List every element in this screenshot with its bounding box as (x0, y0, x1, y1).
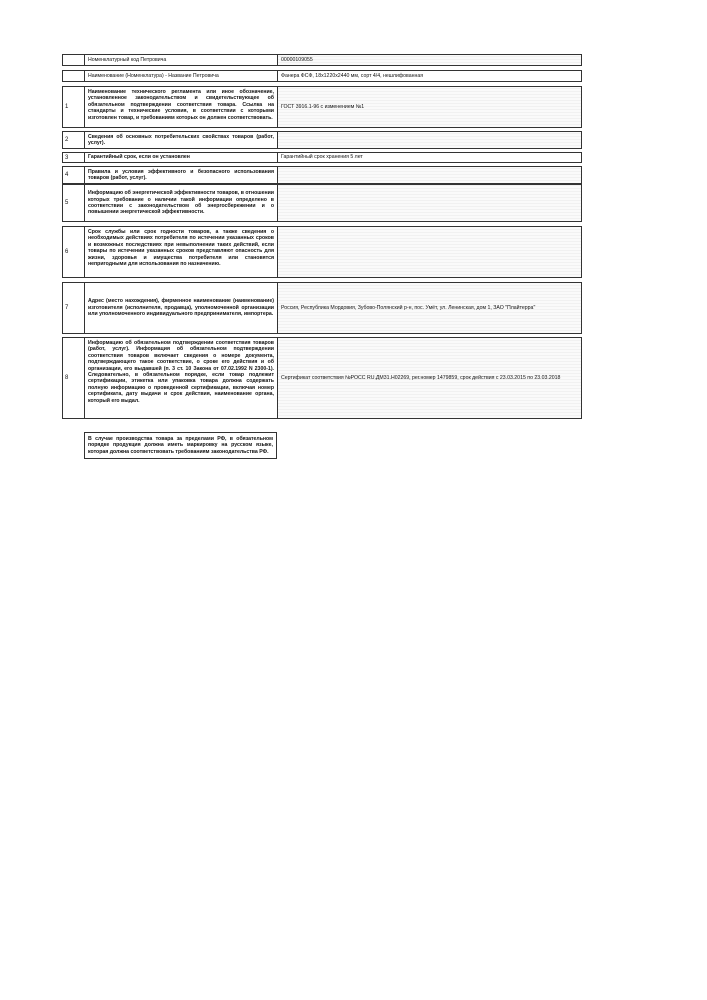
row-label: Сведения об основных потребительских свойствах товаров (работ, услуг). (85, 132, 278, 148)
table-row-nomenclature-name (62, 70, 582, 82)
row-value: Сертификат соответствия №РОСС RU.ДМ31.Н02269, рег.номер 1479859, срок действия с 23.03.2015 по 23.03.2018 (278, 338, 581, 418)
row-value: 00000109055 (278, 55, 581, 65)
row-value: ГОСТ 3916.1-96 с изменением №1 (278, 87, 581, 127)
row-label: Наименование технического регламента или иное обозначение, установленное законодательством и свидетельствующее об обязательном подтверждении соответствия товара. Ссылка на стандарты и технические условия, в соответствии с которыми изготовлен товар, и требованиям которых он должен соответствовать. (85, 87, 278, 127)
row-number (63, 55, 85, 65)
row-label: Номенклатурный код Петровича (85, 55, 278, 65)
row-value: Фанера ФСФ, 18х1220х2440 мм, сорт 4/4, нешлифованная (281, 72, 424, 79)
row-number: 1 (63, 87, 85, 127)
table-row-2 (62, 131, 582, 149)
row-label: Информацию об обязательном подтверждении соответствия товаров (работ, услуг). Информация об обязательном подтверждении соответствия товаров включает сведения о номере документа, подтверждающего такое соответствие, о сроке его действия и об организации, его выдавшей (п. 3 ст. 10 Закона от 07.02.1992 N 2300-1). Следовательно, в обязательном порядке, если товар подлежит сертификации, этикетка или упаковка товара должна содержать полную информацию о проведенной сертификации, включая номер сертификата, дату выдачи и срок действия, наименование органа, который его выдал. (85, 338, 278, 418)
row-label: Наименование (Номенклатура) - Название Петровича (85, 71, 278, 81)
row-number: 5 (63, 185, 85, 221)
row-number (63, 71, 85, 81)
foreign-production-note: В случае производства товара за пределами РФ, в обязательном порядке продукция должна иметь маркировку на русском языке, которая должна соответствовать требованиям законодательства РФ. (84, 432, 277, 459)
row-label: Информацию об энергетической эффективности товаров, в отношении которых требование о наличии такой информации определено в соответствии с законодательством об энергосбережении и о повышении энергетической эффективности. (85, 185, 278, 221)
row-value: Гарантийный срок хранения 5 лет (281, 154, 363, 161)
table-row-1 (62, 86, 582, 128)
row-label: Правила и условия эффективного и безопасного использования товаров (работ, услуг). (85, 167, 278, 183)
row-value (278, 227, 581, 277)
row-number: 2 (63, 132, 85, 148)
table-row-7 (62, 282, 582, 334)
table-row-nomenclature-code (62, 54, 582, 66)
row-number: 8 (63, 338, 85, 418)
table-row-3 (62, 152, 582, 163)
row-label: Гарантийный срок, если он установлен (85, 153, 278, 162)
row-value: Россия, Республика Мордовия, Зубово-Полянский р-н, пос. Умёт, ул. Ленинская, дом 1, ЗАО "Плайтерра" (278, 283, 581, 333)
row-number: 3 (63, 153, 85, 162)
row-number: 4 (63, 167, 85, 183)
row-value (278, 185, 581, 221)
table-row-5 (62, 184, 582, 222)
row-number: 7 (63, 283, 85, 333)
row-label: Срок службы или срок годности товаров, а также сведения о необходимых действиях потребителя по истечении указанных сроков и возможных последствиях при невыполнении таких действий, если товары по истечении указанных сроков представляют опасность для жизни, здоровья и имущества потребителя или становятся непригодными для использования по назначению. (85, 227, 278, 277)
row-value (278, 132, 581, 148)
table-row-6 (62, 226, 582, 278)
table-row-4 (62, 166, 582, 184)
table-row-8 (62, 337, 582, 419)
row-number: 6 (63, 227, 85, 277)
row-label: Адрес (место нахождения), фирменное наименование (наименование) изготовителя (исполнителя, продавца), уполномоченной организации или уполномоченного индивидуального предпринимателя, импортера. (85, 283, 278, 333)
row-value (278, 167, 581, 183)
